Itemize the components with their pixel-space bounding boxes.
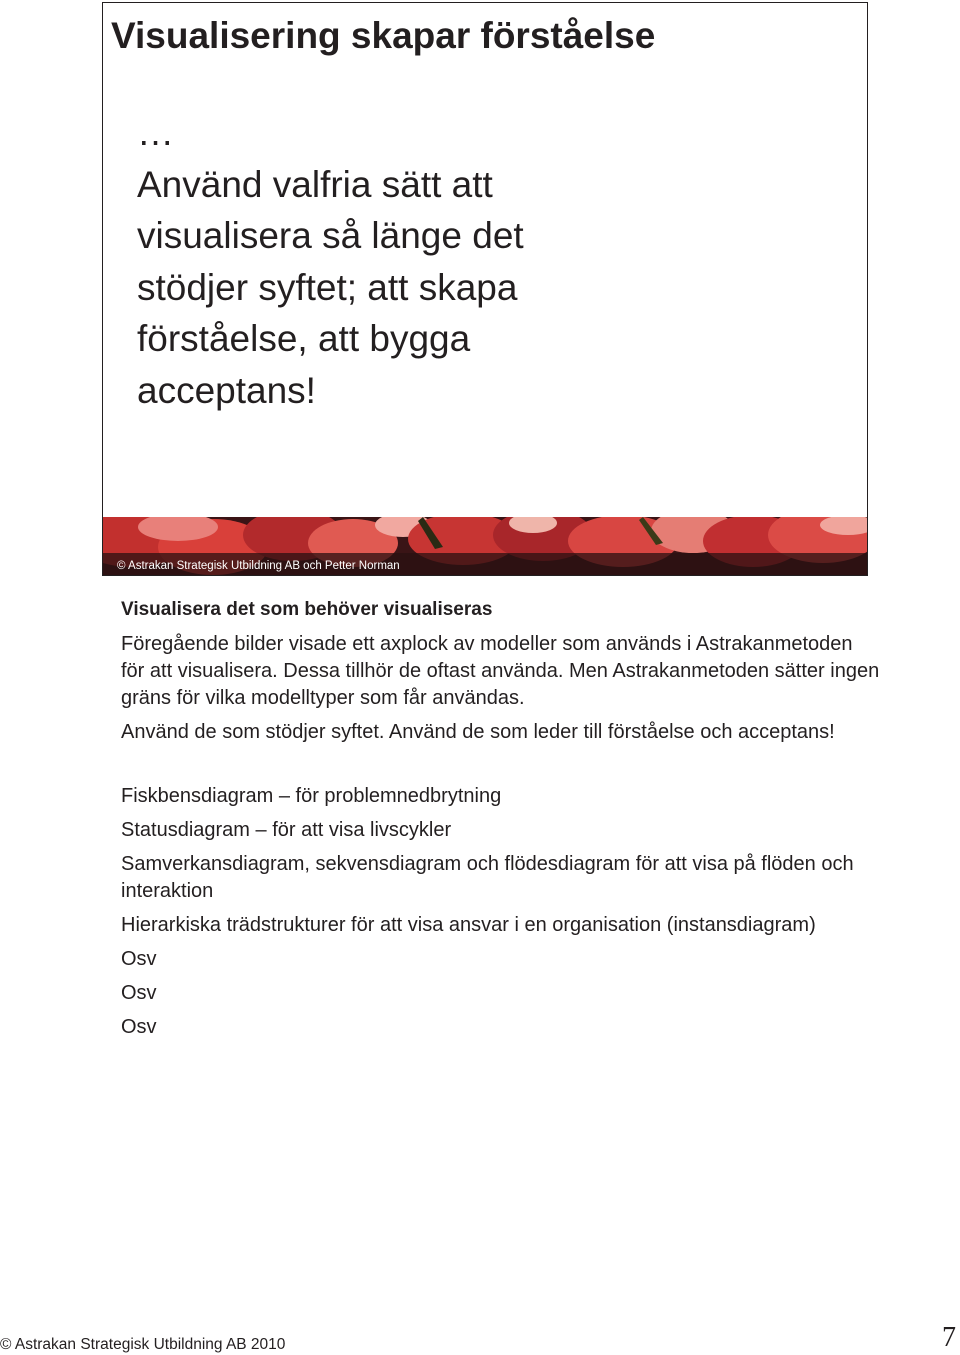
notes-list-item: Osv — [121, 982, 157, 1004]
notes-list-item: Osv — [121, 1016, 157, 1038]
slide-body-line: förståelse, att bygga — [137, 318, 471, 359]
notes-list-item: Osv — [121, 948, 157, 970]
notes-paragraph: Föregående bilder visade ett axplock av modeller som används i Astrakanmetoden för att visualisera. Dessa tillhör de oftast använda. Men Astrakanmetoden sätter ingen gräns för vilka modelltyper som får användas. — [121, 633, 880, 709]
footer-copyright: © Astrakan Strategisk Utbildning AB 2010 — [0, 1336, 286, 1353]
slide-body-line: stödjer syftet; att skapa — [137, 266, 518, 308]
slide-title: Visualisering skapar förståelse — [111, 15, 656, 56]
slide-body-line: … — [137, 112, 174, 153]
notes-list-item: Statusdiagram – för att visa livscykler — [121, 819, 452, 841]
slide-body-line: Använd valfria sätt att — [137, 163, 493, 205]
notes-heading: Visualisera det som behöver visualiseras — [121, 599, 493, 620]
slide-body — [137, 107, 657, 416]
notes-paragraph: Använd de som stödjer syftet. Använd de som leder till förståelse och acceptans! — [121, 721, 835, 743]
banner-copyright: © Astrakan Strategisk Utbildning AB och Petter Norman — [117, 560, 400, 572]
slide-thumbnail — [102, 2, 868, 576]
notes-list-item: Fiskbensdiagram – för problemnedbrytning — [121, 785, 502, 807]
floral-banner — [103, 517, 867, 575]
speaker-notes — [121, 596, 881, 1048]
notes-list-item: Samverkansdiagram, sekvensdiagram och flödesdiagram för att visa på flöden och interaktion — [121, 853, 854, 902]
notes-spacer — [121, 753, 881, 783]
slide-body-line: visualisera så länge det — [137, 215, 524, 256]
page-number: 7 — [942, 1322, 956, 1353]
slide-body-line: acceptans! — [137, 369, 316, 411]
notes-list-item: Hierarkiska trädstrukturer för att visa ansvar i en organisation (instansdiagram) — [121, 914, 816, 936]
